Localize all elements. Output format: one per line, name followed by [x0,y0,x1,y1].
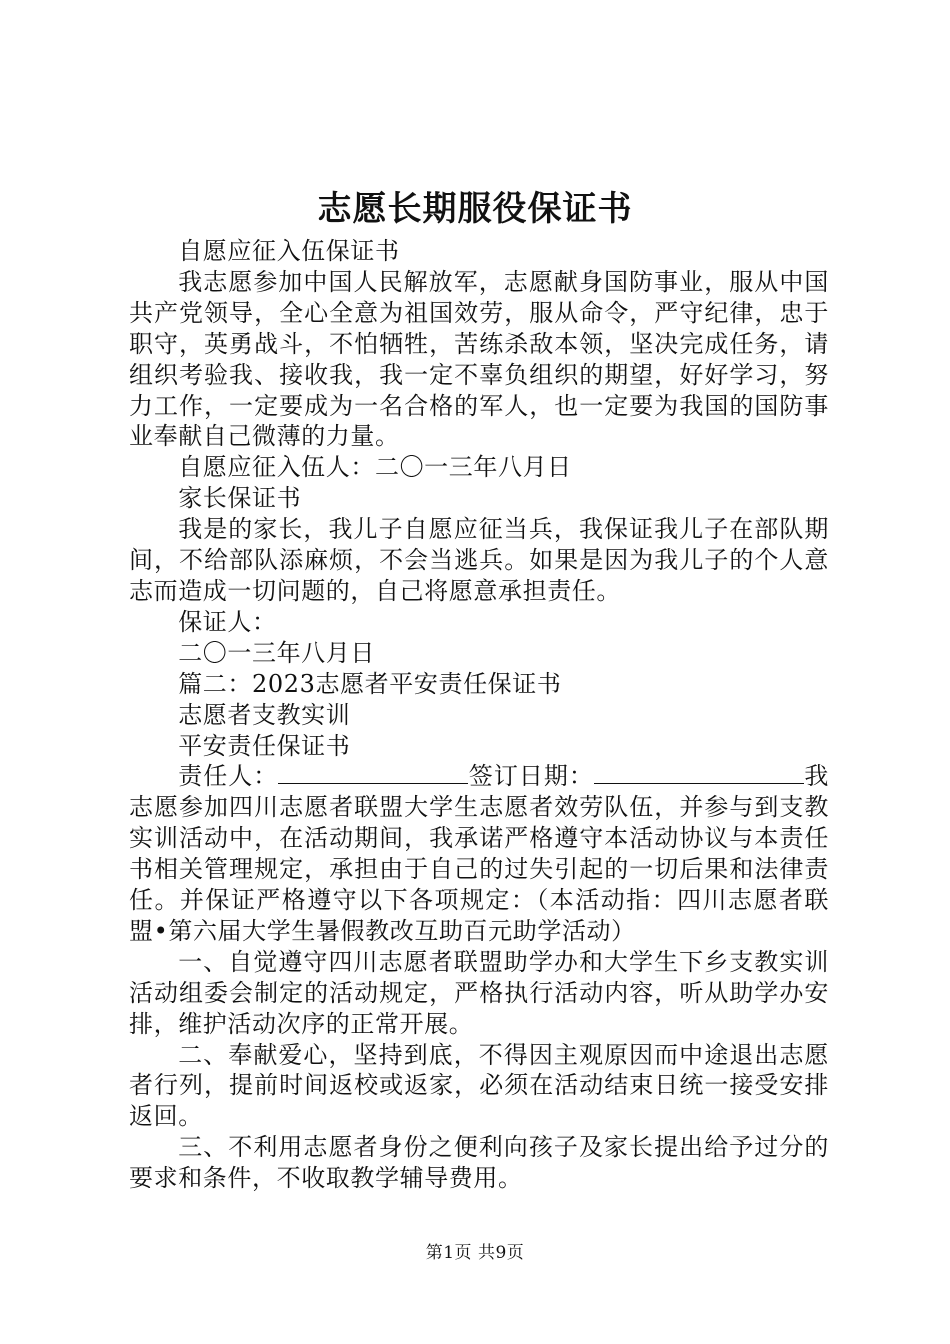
page-footer: 第1页 共9页 [425,1243,525,1263]
signature-line: 自愿应征入伍人：二〇一三年八月日 [178,453,572,482]
document-body [129,236,829,1194]
section-heading: 自愿应征入伍保证书 [178,237,400,265]
rule-item: 二、奉献爱心，坚持到底，不得因主观原因而中途退出志愿者行列，提前时间返校或返家，必须在活动结束日统一接受安排返回。 [129,1040,829,1131]
section-heading: 家长保证书 [178,484,302,513]
responsible-blank [278,761,468,784]
pledge-paragraph: 我志愿参加中国人民解放军，志愿献身国防事业，服从中国共产党领导，全心全意为祖国效劳，服从命令，严守纪律，忠于职守，英勇战斗，不怕牺牲，苦练杀敌本领，坚决完成任务，请组织考验我、接收我，我一定不辜负组织的期望，好好学习，努力工作，一定要成为一名合格的军人，也一定要为我国的国防事业奉献自己微薄的力量。 [129,267,829,451]
section-subheading: 志愿者支教实训 [178,700,351,729]
document-title: 志愿长期服役保证书 [317,189,633,229]
responsible-label: 责任人： [178,762,279,791]
parent-pledge-paragraph: 我是的家长，我儿子自愿应征当兵，我保证我儿子在部队期间，不给部队添麻烦，不会当逃兵。如果是因为我儿子的个人意志而造成一切问题的，自己将愿意承担责任。 [129,515,829,605]
section-subheading: 平安责任保证书 [178,731,351,760]
section-heading: 篇二：2023志愿者平安责任保证书 [178,669,562,698]
date-label: 签订日期： [468,762,594,791]
guarantor-label: 保证人： [178,607,277,636]
rule-item: 三、不利用志愿者身份之便利向孩子及家长提出给予过分的要求和条件，不收取教学辅导费用。 [129,1133,829,1193]
commitment-text: 我志愿参加四川志愿者联盟大学生志愿者效劳队伍，并参与到支教实训活动中，在活动期间，我承诺严格遵守本活动协议与本责任书相关管理规定，承担由于自己的过失引起的一切后果和法律责任。并保证严格遵守以下各项规定：（本活动指：四川志愿者联盟•第六届大学生暑假教改互助百元助学活动） [129,762,830,945]
signature-fill-line [129,761,829,946]
date-blank [594,761,804,784]
rule-item: 一、自觉遵守四川志愿者联盟助学办和大学生下乡支教实训活动组委会制定的活动规定，严格执行活动内容，听从助学办安排，维护活动次序的正常开展。 [129,947,829,1038]
date-line: 二〇一三年八月日 [178,638,375,667]
